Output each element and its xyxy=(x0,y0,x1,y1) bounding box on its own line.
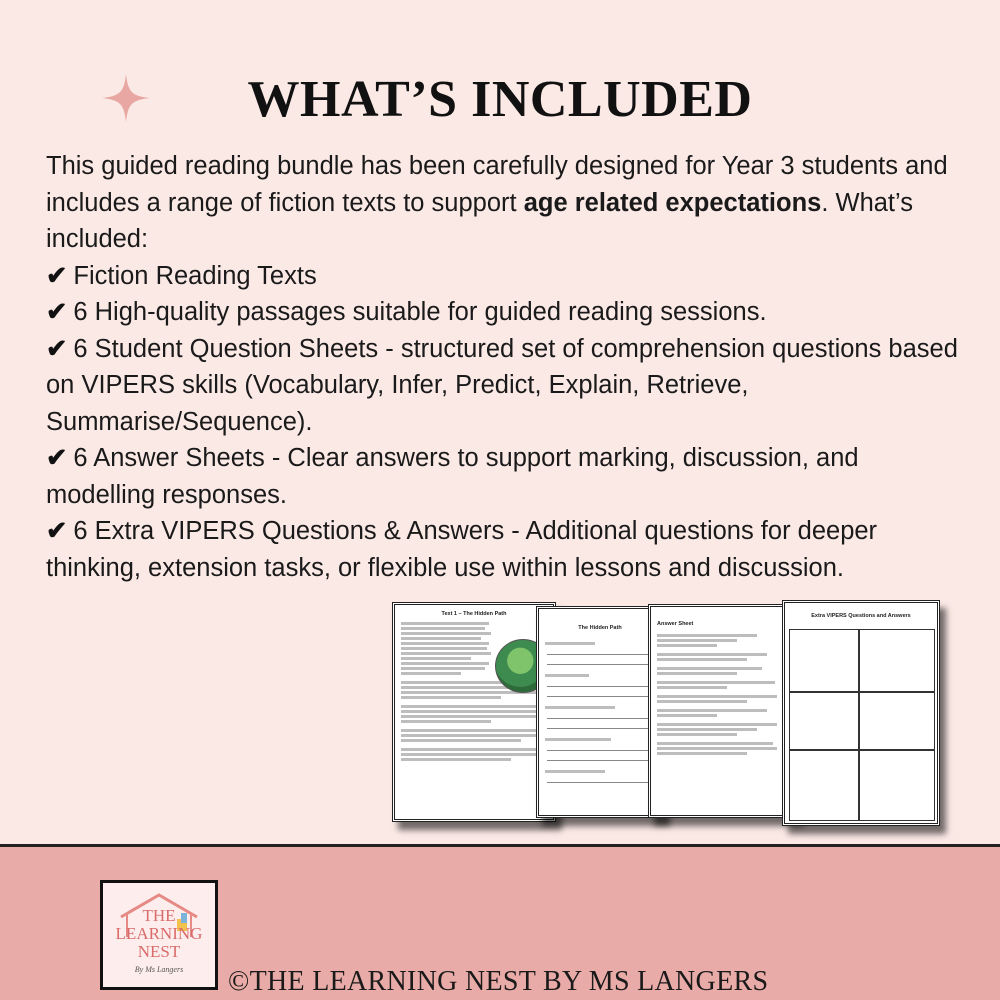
list-item-text: Fiction Reading Texts xyxy=(73,261,317,290)
intro-text: This guided reading bundle has been carefully designed for Year 3 students and includes a range of fiction texts to support xyxy=(46,152,948,217)
worksheet-previews xyxy=(392,598,952,830)
preview-page-title: Answer Sheet xyxy=(657,621,694,627)
list-item-text: 6 High-quality passages suitable for guided reading sessions. xyxy=(73,298,767,326)
checkmark-icon: ✔ xyxy=(46,298,68,326)
description xyxy=(46,148,966,586)
logo-text-nest: NEST xyxy=(137,942,181,961)
logo-text-the: THE xyxy=(142,906,176,925)
preview-extra-vipers-page xyxy=(782,600,940,826)
preview-reading-text-page xyxy=(392,602,556,822)
list-item-text: 6 Student Question Sheets - structured set of comprehension questions based on VIPERS skills (Vocabulary, Infer, Predict, Explain, Retrieve, Summarise/Sequence). xyxy=(46,334,958,436)
preview-question-sheet-page xyxy=(536,606,664,818)
logo-text-learning: LEARNING xyxy=(115,924,203,943)
checkmark-icon: ✔ xyxy=(46,334,68,363)
intro-paragraph xyxy=(46,148,966,258)
list-item-text: 6 Answer Sheets - Clear answers to support marking, discussion, and modelling responses. xyxy=(46,444,859,509)
list-item xyxy=(46,440,966,513)
preview-page-title: Text 1 – The Hidden Path xyxy=(441,611,507,617)
checkmark-icon: ✔ xyxy=(46,517,68,545)
list-item xyxy=(46,294,966,331)
copyright-text: ©THE LEARNING NEST BY MS LANGERS xyxy=(228,966,769,997)
list-item xyxy=(46,258,966,295)
logo xyxy=(100,880,218,990)
logo-subtitle: By Ms Langers xyxy=(134,965,184,974)
checkmark-icon: ✔ xyxy=(46,261,68,290)
preview-page-title: Extra VIPERS Questions and Answers xyxy=(811,613,911,619)
checkmark-icon: ✔ xyxy=(46,444,68,472)
intro-bold-text: age related expectations xyxy=(523,188,822,217)
intro-text-end: . What’s included: xyxy=(46,188,913,253)
preview-page-title: The Hidden Path xyxy=(578,625,622,631)
page-title: WHAT’S INCLUDED xyxy=(247,71,753,128)
list-item-text: 6 Extra VIPERS Questions & Answers - Additional questions for deeper thinking, extension tasks, or flexible use within lessons and discussion. xyxy=(46,517,878,582)
preview-answer-sheet-page xyxy=(648,604,798,818)
list-item xyxy=(46,331,966,441)
list-item xyxy=(46,513,966,586)
